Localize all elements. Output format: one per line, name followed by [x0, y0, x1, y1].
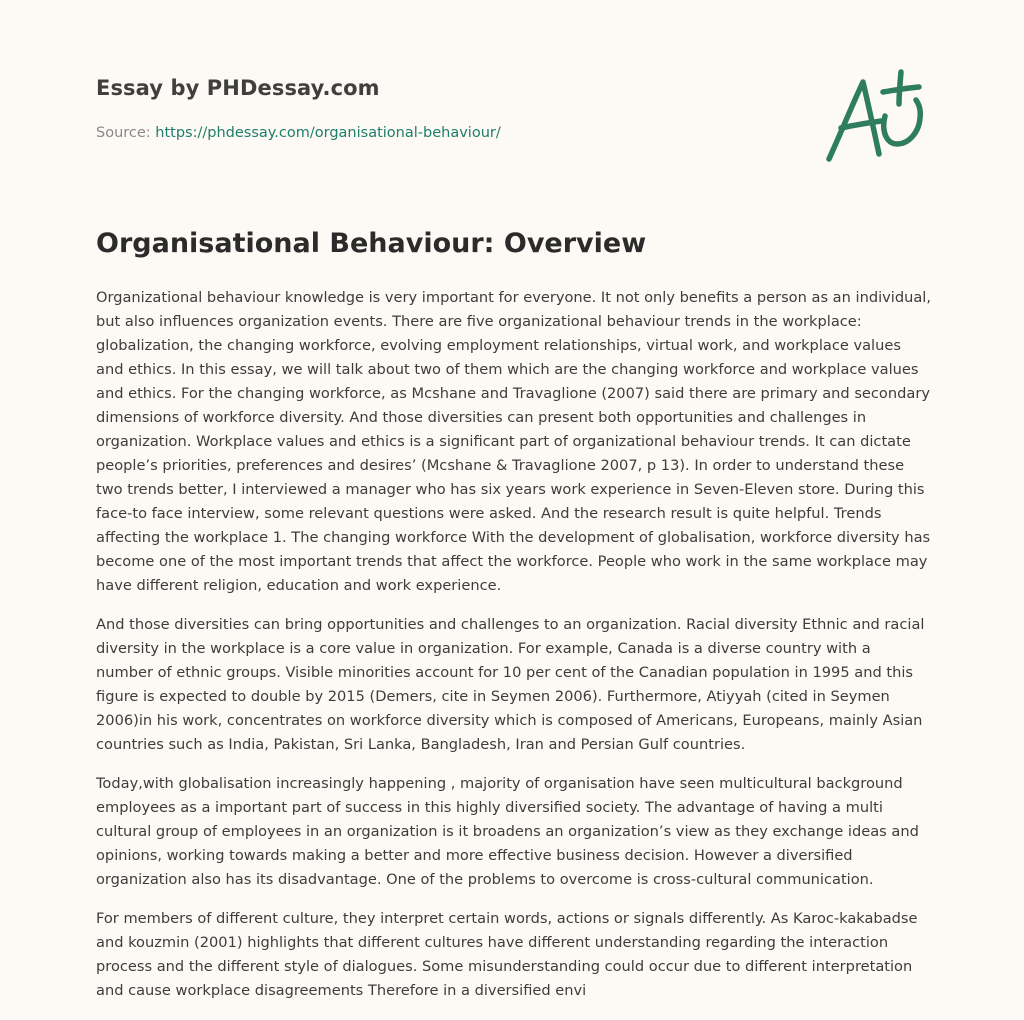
- essay-title: Organisational Behaviour: Overview: [96, 228, 647, 259]
- page-header: [96, 76, 936, 176]
- a-plus-logo[interactable]: [823, 68, 933, 168]
- essay-paragraph: And those diversities can bring opportunities and challenges to an organization. Racial diversity Ethnic and racial diversity in the workplace is a core value in organization. For example, Canada is a diverse country with a number of ethnic groups. Visible minorities account for 10 per cent of the Canadian population in 1995 and this figure is expected to double by 2015 (Demers, cite in Seymen 2006). Furthermore, Atiyyah (cited in Seymen 2006)in his work, concentrates on workforce diversity which is composed of Americans, Europeans, mainly Asian countries such as India, Pakistan, Sri Lanka, Bangladesh, Iran and Persian Gulf countries.: [96, 616, 925, 753]
- site-title: Essay by PHDessay.com: [96, 76, 380, 100]
- source-link[interactable]: https://phdessay.com/organisational-behaviour/: [155, 125, 501, 141]
- essay-body: [96, 286, 932, 1018]
- a-plus-logo-icon: [823, 68, 933, 168]
- essay-paragraph: Today,with globalisation increasingly happening , majority of organisation have seen multicultural background employees as a important part of success in this highly diversified society. The advantage of having a multi cultural group of employees in an organization is it broadens an organization’s view as they exchange ideas and opinions, working towards making a better and more effective business decision. However a diversified organization also has its disadvantage. One of the problems to overcome is cross-cultural communication.: [96, 775, 919, 888]
- source-label: Source:: [96, 125, 151, 141]
- essay-paragraph: Organizational behaviour knowledge is very important for everyone. It not only benefits a person as an individual, but also influences organization events. There are five organizational behaviour trends in the workplace: globalization, the changing workforce, evolving employment relationships, virtual work, and workplace values and ethics. In this essay, we will talk about two of them which are the changing workforce and workplace values and ethics. For the changing workforce, as Mcshane and Travaglione (2007) said there are primary and secondary dimensions of workforce diversity. And those diversities can present both opportunities and challenges in organization. Workplace values and ethics is a significant part of organizational behaviour trends. It can dictate people’s priorities, preferences and desires’ (Mcshane & Travaglione 2007, p 13). In order to understand these two trends better, I interviewed a manager who has six years work experience in Seven-Eleven store. During this face-to face interview, some relevant questions were asked. And the research result is quite helpful. Trends affecting the workplace 1. The changing workforce With the development of globalisation, workforce diversity has become one of the most important trends that affect the workforce. People who work in the same workplace may have different religion, education and work experience.: [96, 289, 931, 594]
- essay-paragraph: For members of different culture, they interpret certain words, actions or signals differently. As Karoc-kakabadse and kouzmin (2001) highlights that different cultures have different understanding regarding the interaction process and the different style of dialogues. Some misunderstanding could occur due to different interpretation and cause workplace disagreements Therefore in a diversified envi: [96, 910, 918, 999]
- source-line: [96, 125, 501, 141]
